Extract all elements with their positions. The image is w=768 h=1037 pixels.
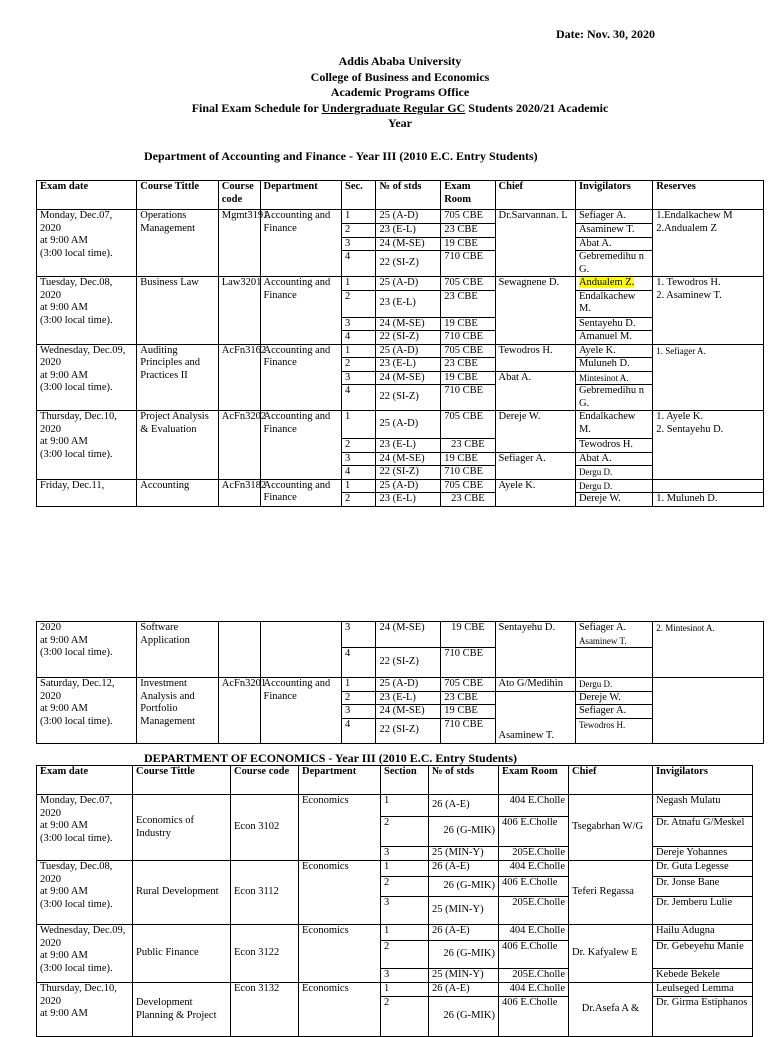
- section-cell: 3: [341, 622, 375, 648]
- stds-cell: 25 (A-D): [376, 344, 441, 358]
- invigilator-cell: Sefiager A.: [575, 210, 652, 224]
- col-header: Invigilators: [575, 181, 652, 210]
- section-cell: 1: [381, 925, 429, 941]
- section-cell: 2: [381, 997, 429, 1037]
- col-header: Course code: [231, 766, 299, 795]
- department-cell: [260, 622, 341, 678]
- section-cell: 2: [341, 691, 375, 705]
- stds-cell: 24 (M-SE): [376, 317, 441, 331]
- room-cell: 19 CBE: [441, 452, 495, 466]
- course-code-cell: AcFn3201: [218, 678, 260, 744]
- invigilator-cell: Gebremedihu n G.: [575, 385, 652, 411]
- invigilator-cell: Amanuel M.: [575, 331, 652, 345]
- stds-cell: 23 (E-L): [376, 691, 441, 705]
- table-row: [37, 277, 764, 291]
- course-code-cell: [218, 622, 260, 678]
- chief-cell: Dr.Sarvannan. L: [495, 210, 575, 277]
- stds-cell: 24 (M-SE): [376, 452, 441, 466]
- reserves-cell: 2. Mintesinot A.: [653, 622, 764, 678]
- section-cell: 1: [341, 678, 375, 692]
- course-code-cell: Econ 3132: [231, 983, 299, 1037]
- section-cell: 3: [341, 705, 375, 719]
- department-cell: Economics: [299, 861, 381, 925]
- room-cell: 705 CBE: [441, 277, 495, 291]
- room-cell: 19 CBE: [441, 237, 495, 251]
- stds-cell: 25 (MIN-Y): [429, 847, 499, 861]
- stds-cell: 26 (A-E): [429, 925, 499, 941]
- course-code-cell: AcFn3202: [218, 411, 260, 480]
- course-code-cell: Econ 3112: [231, 861, 299, 925]
- section-cell: 3: [341, 237, 375, 251]
- room-cell: 710 CBE: [441, 331, 495, 345]
- col-header: Course Tittle: [133, 766, 231, 795]
- stds-cell: 24 (M-SE): [376, 371, 441, 385]
- department-cell: Economics: [299, 925, 381, 983]
- stds-cell: 25 (A-D): [376, 479, 441, 493]
- room-cell: 23 CBE: [441, 691, 495, 705]
- stds-cell: 26 (G-MIK): [429, 877, 499, 897]
- course-title-cell: Operations Management: [137, 210, 218, 277]
- course-title-cell: Accounting: [137, 479, 218, 506]
- invigilator-cell: Dergu D.: [575, 678, 652, 692]
- chief-cell: Teferi Regassa: [569, 861, 653, 925]
- section-cell: 2: [381, 877, 429, 897]
- stds-cell: 23 (E-L): [376, 358, 441, 372]
- section-cell: 1: [381, 861, 429, 877]
- col-header: Department: [260, 181, 341, 210]
- col-header: Exam Room: [499, 766, 569, 795]
- economics-schedule-table: [36, 765, 753, 1037]
- chief-cell: Tsegabrhan W/G: [569, 795, 653, 861]
- room-cell: 710 CBE: [441, 648, 495, 678]
- exam-date-cell: Wednesday, Dec.09, 2020 at 9:00 AM (3:00 local time).: [37, 344, 137, 411]
- col-header: Exam date: [37, 766, 133, 795]
- stds-cell: 25 (MIN-Y): [429, 969, 499, 983]
- table-row: [37, 678, 764, 692]
- invigilator-cell: Dr. Atnafu G/Meskel: [653, 817, 753, 847]
- exam-date-cell: Friday, Dec.11,: [37, 479, 137, 506]
- document-header: [140, 54, 660, 132]
- section-cell: 2: [341, 290, 375, 317]
- col-header: Reserves: [653, 181, 764, 210]
- col-header: Course code: [218, 181, 260, 210]
- col-header: Course Tittle: [137, 181, 218, 210]
- section-cell: 1: [341, 411, 375, 439]
- room-cell: 23 CBE: [441, 439, 495, 453]
- col-header: № of stds: [429, 766, 499, 795]
- invigilator-cell: Asaminew T.: [575, 224, 652, 238]
- room-cell: 23 CBE: [441, 224, 495, 238]
- col-header: Chief: [569, 766, 653, 795]
- room-cell: 406 E.Cholle: [499, 997, 569, 1037]
- office-name: Academic Programs Office: [330, 85, 470, 100]
- room-cell: 19 CBE: [441, 705, 495, 719]
- chief-cell: Tewodros H.: [495, 344, 575, 371]
- table-row: [37, 622, 764, 648]
- room-cell: 404 E.Cholle: [499, 861, 569, 877]
- invigilator-cell: Dr. Girma Estiphanos: [653, 997, 753, 1037]
- table-row: [37, 411, 764, 439]
- chief-cell: Dereje W.: [495, 411, 575, 453]
- reserves-cell: [653, 479, 764, 493]
- section-cell: 4: [341, 466, 375, 480]
- chief-cell: Abat A.: [495, 371, 575, 411]
- exam-date-cell: Monday, Dec.07, 2020 at 9:00 AM (3:00 local time).: [37, 210, 137, 277]
- stds-cell: 23 (E-L): [376, 224, 441, 238]
- stds-cell: 24 (M-SE): [376, 705, 441, 719]
- schedule-title-year: Year: [388, 116, 412, 131]
- invigilator-cell: Gebremedihu n G.: [575, 251, 652, 277]
- reserves-cell: [653, 678, 764, 744]
- invigilator-cell: Negash Mulatu: [653, 795, 753, 817]
- schedule-title: Final Exam Schedule for Undergraduate Regular GC Students 2020/21 Academic: [191, 100, 609, 115]
- stds-cell: 26 (A-E): [429, 795, 499, 817]
- chief-cell: Asaminew T.: [495, 691, 575, 743]
- section-cell: 4: [341, 251, 375, 277]
- section-cell: 1: [381, 795, 429, 817]
- invigilator-cell: Dergu D.: [575, 479, 652, 493]
- course-title-cell: Project Analysis & Evaluation: [137, 411, 218, 480]
- section-cell: 2: [381, 941, 429, 969]
- reserves-cell: 1. Sefiager A.: [653, 344, 764, 411]
- course-title-cell: Software Application: [137, 622, 218, 678]
- exam-date-cell: Thursday, Dec.10, 2020 at 9:00 AM (3:00 local time).: [37, 411, 137, 480]
- invigilator-cell: Mintesinot A.: [575, 371, 652, 385]
- col-header: Invigilators: [653, 766, 753, 795]
- invigilator-cell: Hailu Adugna: [653, 925, 753, 941]
- stds-cell: 26 (G-MIK): [429, 941, 499, 969]
- course-title-cell: Investment Analysis and Portfolio Management: [137, 678, 218, 744]
- stds-cell: 23 (E-L): [376, 290, 441, 317]
- invigilator-cell: Dr. Guta Legesse: [653, 861, 753, 877]
- department-cell: Accounting and Finance: [260, 210, 341, 277]
- stds-cell: 24 (M-SE): [376, 622, 441, 648]
- stds-cell: 22 (SI-Z): [376, 331, 441, 345]
- room-cell: 205E.Cholle: [499, 969, 569, 983]
- room-cell: 19 CBE: [441, 371, 495, 385]
- col-header: № of stds: [376, 181, 441, 210]
- chief-cell: Ayele K.: [495, 479, 575, 506]
- invigilator-cell: Abat A.: [575, 237, 652, 251]
- section-cell: 1: [381, 983, 429, 997]
- invigilator-cell: Dereje Yohannes: [653, 847, 753, 861]
- room-cell: 705 CBE: [441, 210, 495, 224]
- course-code-cell: AcFn3162: [218, 344, 260, 411]
- room-cell: 705 CBE: [441, 411, 495, 439]
- reserves-cell: 1. Tewodros H. 2. Asaminew T.: [653, 277, 764, 345]
- room-cell: 404 E.Cholle: [499, 925, 569, 941]
- section-cell: 4: [341, 331, 375, 345]
- table-header-row: [37, 181, 764, 210]
- invigilator-cell: Sefiager A.: [575, 705, 652, 719]
- room-cell: 205E.Cholle: [499, 847, 569, 861]
- room-cell: 404 E.Cholle: [499, 795, 569, 817]
- invigilator-cell: Sentayehu D.: [575, 317, 652, 331]
- exam-date-cell: Tuesday, Dec.08, 2020 at 9:00 AM (3:00 local time).: [37, 277, 137, 345]
- room-cell: 406 E.Cholle: [499, 941, 569, 969]
- table-row: [37, 795, 753, 817]
- table-row: [37, 344, 764, 358]
- course-code-cell: Mgmt3191: [218, 210, 260, 277]
- section-cell: 1: [341, 210, 375, 224]
- reserves-cell: 1.Endalkachew M 2.Andualem Z: [653, 210, 764, 277]
- room-cell: 710 CBE: [441, 251, 495, 277]
- department-cell: Economics: [299, 795, 381, 861]
- stds-cell: 22 (SI-Z): [376, 718, 441, 743]
- room-cell: 23 CBE: [441, 493, 495, 507]
- chief-cell: Dr. Kafyalew E: [569, 925, 653, 983]
- room-cell: 19 CBE: [441, 622, 495, 648]
- room-cell: 705 CBE: [441, 479, 495, 493]
- stds-cell: 22 (SI-Z): [376, 385, 441, 411]
- section-cell: 1: [341, 277, 375, 291]
- stds-cell: 25 (MIN-Y): [429, 897, 499, 925]
- section-cell: 4: [341, 648, 375, 678]
- department-cell: Accounting and Finance: [260, 344, 341, 411]
- exam-date-cell: Saturday, Dec.12, 2020 at 9:00 AM (3:00 local time).: [37, 678, 137, 744]
- col-header: Exam Room: [441, 181, 495, 210]
- course-code-cell: Econ 3102: [231, 795, 299, 861]
- table-row: [37, 479, 764, 493]
- invigilator-cell: Kebede Bekele: [653, 969, 753, 983]
- stds-cell: 22 (SI-Z): [376, 648, 441, 678]
- course-title-cell: Development Planning & Project: [133, 983, 231, 1037]
- section-cell: 2: [381, 817, 429, 847]
- room-cell: 710 CBE: [441, 466, 495, 480]
- invigilator-cell: Dereje W.: [575, 691, 652, 705]
- stds-cell: 26 (G-MIK): [429, 817, 499, 847]
- stds-cell: 26 (A-E): [429, 983, 499, 997]
- invigilator-cell: Endalkachew M.: [575, 290, 652, 317]
- economics-dept-title: DEPARTMENT OF ECONOMICS - Year III (2010 E.C. Entry Students): [144, 751, 518, 765]
- room-cell: 705 CBE: [441, 344, 495, 358]
- exam-date-cell: Monday, Dec.07, 2020 at 9:00 AM (3:00 local time).: [37, 795, 133, 861]
- exam-date-cell: Wednesday, Dec.09, 2020 at 9:00 AM (3:00 local time).: [37, 925, 133, 983]
- stds-cell: 25 (A-D): [376, 210, 441, 224]
- room-cell: 705 CBE: [441, 678, 495, 692]
- stds-cell: 22 (SI-Z): [376, 251, 441, 277]
- chief-cell: Sefiager A.: [495, 452, 575, 479]
- invigilator-cell: [575, 648, 652, 678]
- stds-cell: 25 (A-D): [376, 411, 441, 439]
- college-name: College of Business and Economics: [310, 69, 490, 84]
- section-cell: 2: [341, 493, 375, 507]
- invigilator-cell: Dr. Jemberu Lulie: [653, 897, 753, 925]
- stds-cell: 24 (M-SE): [376, 237, 441, 251]
- invigilator-cell: Tewodros H.: [575, 439, 652, 453]
- reserves-cell: 1. Ayele K. 2. Sentayehu D.: [653, 411, 764, 480]
- accounting-schedule-table-continued: [36, 621, 764, 744]
- section-cell: 2: [341, 224, 375, 238]
- table-row: [37, 210, 764, 224]
- exam-date-cell: Thursday, Dec.10, 2020 at 9:00 AM: [37, 983, 133, 1037]
- chief-cell: Ato G/Medihin: [495, 678, 575, 692]
- room-cell: 23 CBE: [441, 358, 495, 372]
- chief-cell: Dr.Asefa A &: [569, 983, 653, 1037]
- invigilator-cell: Dr. Gebeyehu Manie: [653, 941, 753, 969]
- room-cell: 406 E.Cholle: [499, 817, 569, 847]
- document-date: Date: Nov. 30, 2020: [556, 27, 655, 41]
- exam-date-cell: 2020 at 9:00 AM (3:00 local time).: [37, 622, 137, 678]
- department-cell: Accounting and Finance: [260, 411, 341, 480]
- accounting-dept-title: Department of Accounting and Finance - Year III (2010 E.C. Entry Students): [144, 149, 538, 163]
- room-cell: 406 E.Cholle: [499, 877, 569, 897]
- table-row: [37, 983, 753, 997]
- invigilator-cell: Tewodros H.: [575, 718, 652, 743]
- col-header: Chief: [495, 181, 575, 210]
- reserves-cell: 1. Muluneh D.: [653, 493, 764, 507]
- course-code-cell: Econ 3122: [231, 925, 299, 983]
- section-cell: 3: [381, 847, 429, 861]
- invigilator-cell: Abat A.: [575, 452, 652, 466]
- section-cell: 4: [341, 385, 375, 411]
- room-cell: 404 E.Cholle: [499, 983, 569, 997]
- section-cell: 1: [341, 479, 375, 493]
- accounting-schedule-table: [36, 180, 764, 507]
- col-header: Section: [381, 766, 429, 795]
- room-cell: 205E.Cholle: [499, 897, 569, 925]
- invigilator-cell: Sefiager A. Asaminew T.: [575, 622, 652, 648]
- department-cell: Accounting and Finance: [260, 678, 341, 744]
- department-cell: Economics: [299, 983, 381, 1037]
- section-cell: 4: [341, 718, 375, 743]
- chief-cell: Sewagnene D.: [495, 277, 575, 345]
- course-title-cell: Public Finance: [133, 925, 231, 983]
- section-cell: 3: [341, 452, 375, 466]
- section-cell: 1: [341, 344, 375, 358]
- stds-cell: 23 (E-L): [376, 493, 441, 507]
- course-title-cell: Auditing Principles and Practices II: [137, 344, 218, 411]
- invigilator-cell: Muluneh D.: [575, 358, 652, 372]
- col-header: Exam date: [37, 181, 137, 210]
- course-title-cell: Business Law: [137, 277, 218, 345]
- room-cell: 19 CBE: [441, 317, 495, 331]
- department-cell: Accounting and Finance: [260, 277, 341, 345]
- table-row: [37, 861, 753, 877]
- stds-cell: 25 (A-D): [376, 277, 441, 291]
- section-cell: 2: [341, 439, 375, 453]
- stds-cell: 22 (SI-Z): [376, 466, 441, 480]
- invigilator-cell: Endalkachew M.: [575, 411, 652, 439]
- university-name: Addis Ababa University: [338, 54, 462, 68]
- stds-cell: 23 (E-L): [376, 439, 441, 453]
- invigilator-cell: Dergu D.: [575, 466, 652, 480]
- invigilator-cell: Ayele K.: [575, 344, 652, 358]
- col-header: Department: [299, 766, 381, 795]
- col-header: Sec.: [341, 181, 375, 210]
- room-cell: 710 CBE: [441, 718, 495, 743]
- department-cell: Accounting and Finance: [260, 479, 341, 506]
- course-title-cell: Rural Development: [133, 861, 231, 925]
- section-cell: 3: [381, 969, 429, 983]
- invigilator-cell: Dr. Jonse Bane: [653, 877, 753, 897]
- course-code-cell: AcFn3182: [218, 479, 260, 506]
- room-cell: 23 CBE: [441, 290, 495, 317]
- highlighted-invigilator: Andualem Z.: [578, 277, 635, 288]
- invigilator-cell: Leulseged Lemma: [653, 983, 753, 997]
- room-cell: 710 CBE: [441, 385, 495, 411]
- stds-cell: 26 (A-E): [429, 861, 499, 877]
- table-row: [37, 925, 753, 941]
- section-cell: 3: [341, 317, 375, 331]
- stds-cell: 25 (A-D): [376, 678, 441, 692]
- table-header-row: [37, 766, 753, 795]
- section-cell: 3: [381, 897, 429, 925]
- exam-date-cell: Tuesday, Dec.08, 2020 at 9:00 AM (3:00 local time).: [37, 861, 133, 925]
- invigilator-cell: Dereje W.: [575, 493, 652, 507]
- invigilator-cell: [575, 277, 652, 291]
- course-title-cell: Economics of Industry: [133, 795, 231, 861]
- stds-cell: 26 (G-MIK): [429, 997, 499, 1037]
- section-cell: 2: [341, 358, 375, 372]
- chief-cell: Sentayehu D.: [495, 622, 575, 678]
- course-code-cell: Law3201: [218, 277, 260, 345]
- section-cell: 3: [341, 371, 375, 385]
